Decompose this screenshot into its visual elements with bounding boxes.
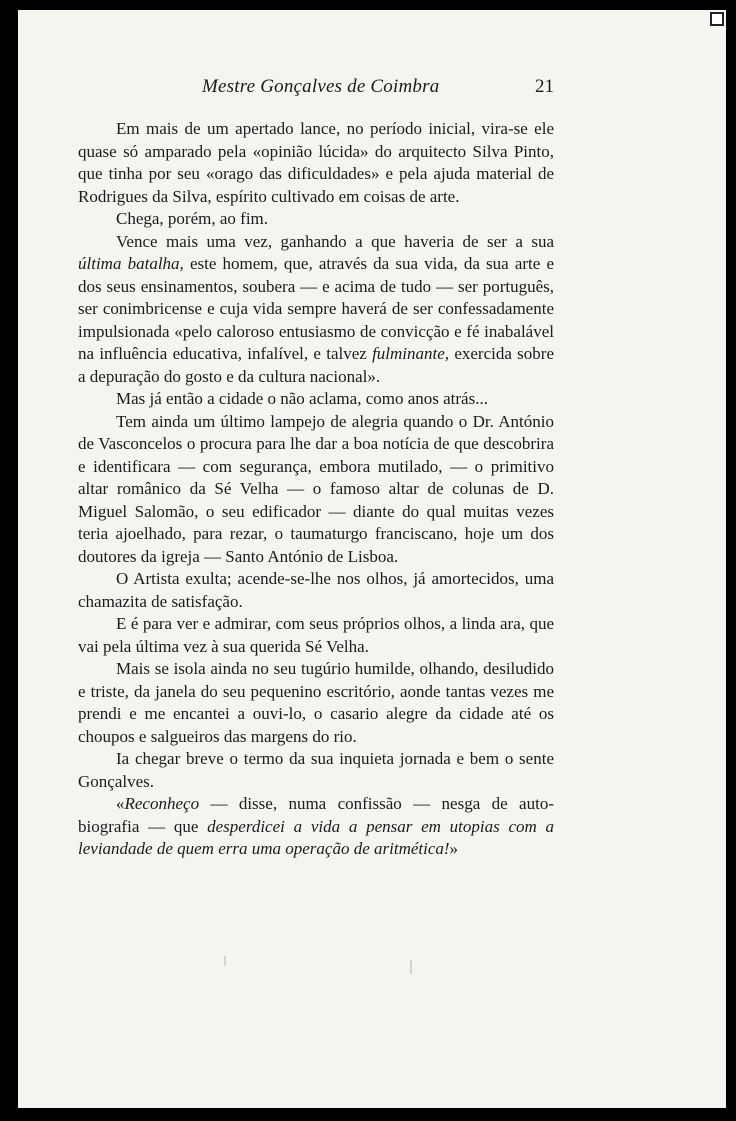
paragraph-text: Vence mais uma vez, ganhando a que haveria de ser a sua [116, 231, 554, 251]
paragraph-text: Mais se isola ainda no seu tugúrio humilde, olhando, desiludido e triste, da janela do seu pequenino escritório, aonde tantas vezes me prendi e me encantei a ouvi-lo, o casario alegre da cidade até os choupos e salgueiros das margens do rio. [78, 659, 554, 746]
italic-text: desperdicei a vida a pensar em utopias com a leviandade de quem erra uma operação de aritmética! [78, 816, 555, 858]
paragraph [78, 568, 554, 613]
paragraph-text: — disse, numa confissão — nesga de auto-biografia — que [78, 794, 554, 836]
paragraph-text: Ia chegar breve o termo da sua inquieta jornada e bem o sente Gonçalves. [78, 749, 554, 791]
paragraph [78, 411, 554, 569]
paragraph-text: » [449, 839, 459, 858]
paragraph-text: exercida sobre a depuração do gosto e da cultura nacional». [78, 344, 554, 386]
book-page [18, 10, 726, 1108]
body-text [78, 118, 554, 861]
paragraph [78, 388, 554, 411]
italic-text: última batalha, [78, 254, 184, 273]
page-number: 21 [535, 76, 554, 97]
paragraph [78, 748, 554, 793]
paragraph [78, 793, 554, 861]
paragraph-text: Chega, porém, ao fim. [116, 209, 269, 228]
paragraph [78, 231, 554, 389]
paragraph [78, 208, 554, 231]
paragraph-text: E é para ver e admirar, com seus próprios olhos, a linda ara, que vai pela última vez à sua querida Sé Velha. [78, 614, 554, 656]
scan-speck [224, 956, 226, 966]
italic-text: Reconheço [124, 794, 200, 813]
paragraph [78, 118, 554, 208]
italic-text: fulminante, [372, 344, 450, 363]
running-title: Mestre Gonçalves de Coimbra [202, 76, 440, 97]
paragraph [78, 613, 554, 658]
paragraph-text: Em mais de um apertado lance, no período inicial, vira-se ele quase só amparado pela «opinião lúcida» do arquitecto Silva Pinto, que tinha por seu «orago das dificuldades» e pela ajuda material de Rodrigues da Silva, espírito cultivado em coisas de arte. [78, 119, 554, 206]
paragraph-text: este homem, que, através da sua vida, da sua arte e dos seus ensinamentos, soubera — e acima de tudo — ser português, ser conimbricense e cuja vida sempre haverá de ser confessadamente impulsionada «pelo caloroso entusiasmo de convicção e fé inabalável na influência educativa, infalível, e talvez [78, 254, 554, 363]
paragraph-text: Tem ainda um último lampejo de alegria quando o Dr. António de Vasconcelos o procura para lhe dar a boa notícia de que descobrira e identificara — com segurança, embora mutilado, — o primitivo altar românico da Sé Velha — o famoso altar de colunas de D. Miguel Salomão, o seu edificador — diante do qual muitas vezes teria ajoelhado, para rezar, o taumaturgo franciscano, hoje um dos doutores da igreja — Santo António de Lisboa. [78, 411, 554, 566]
page-header [18, 68, 726, 98]
paragraph [78, 658, 554, 748]
paragraph-text: O Artista exulta; acende-se-lhe nos olhos, já amortecidos, uma chamazita de satisfação. [78, 569, 554, 611]
scan-corner-mark [710, 12, 724, 26]
scan-speck [410, 960, 412, 974]
paragraph-text: Mas já então a cidade o não aclama, como anos atrás... [116, 389, 488, 408]
paragraph-text: « [116, 794, 125, 813]
